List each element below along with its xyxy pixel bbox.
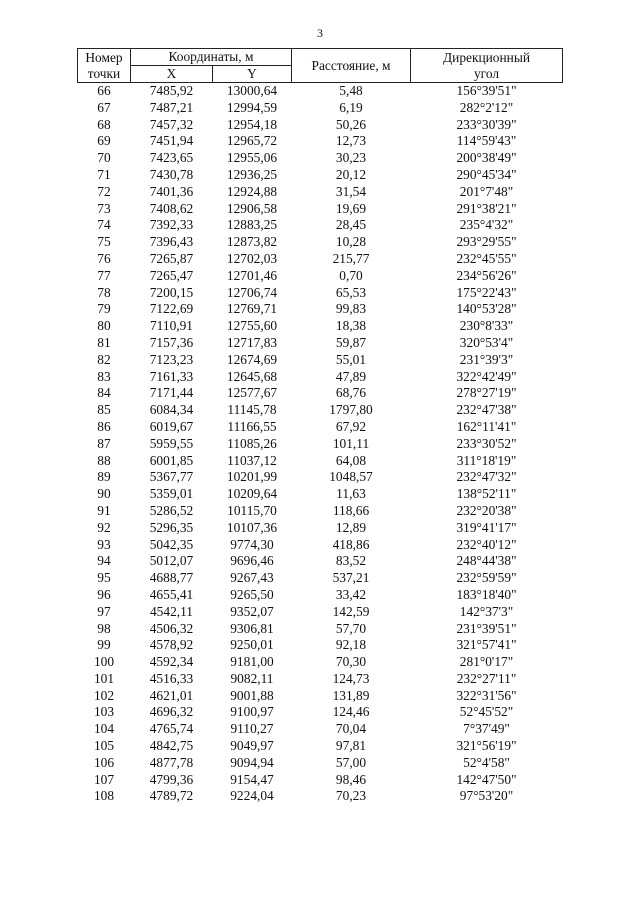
x-coordinate-cell: 4516,33 xyxy=(149,670,194,686)
distance-cell: 70,30 xyxy=(335,654,367,670)
x-coordinate-cell: 5042,35 xyxy=(149,536,194,552)
x-coordinate-cell: 7408,62 xyxy=(149,200,194,216)
point-number-cell: 85 xyxy=(97,402,111,418)
bearing-cell: 138°52'11" xyxy=(456,486,517,502)
bearing-cell: 319°41'17" xyxy=(456,519,517,535)
distance-cell: 18,38 xyxy=(335,318,367,334)
y-coordinate-cell: 12994,59 xyxy=(226,99,278,115)
distance-cell: 1048,57 xyxy=(329,469,373,485)
y-coordinate-cell: 9082,11 xyxy=(230,670,274,686)
y-coordinate-cell: 9224,04 xyxy=(230,788,274,804)
bearing-cell: 234°56'26" xyxy=(456,267,517,283)
bearing-cell: 233°30'52" xyxy=(456,435,517,451)
point-number-cell: 81 xyxy=(97,334,111,350)
distance-cell: 99,83 xyxy=(335,301,367,317)
distance-cell: 0,70 xyxy=(339,267,363,283)
y-coordinate-cell: 12674,69 xyxy=(226,351,278,367)
x-coordinate-cell: 6001,85 xyxy=(149,452,194,468)
table-row xyxy=(78,755,563,772)
distance-cell: 20,12 xyxy=(335,166,367,182)
table-row xyxy=(78,150,563,167)
coordinates-table xyxy=(77,48,563,805)
x-coordinate-cell: 4592,34 xyxy=(149,654,194,670)
bearing-cell: 320°53'4" xyxy=(459,334,514,350)
point-number-cell: 99 xyxy=(97,637,111,653)
table-row xyxy=(78,486,563,503)
bearing-cell: 233°30'39" xyxy=(456,116,517,132)
point-number-cell: 106 xyxy=(93,754,115,770)
distance-cell: 57,00 xyxy=(335,754,367,770)
y-coordinate-cell: 11085,26 xyxy=(227,435,277,451)
point-number-cell: 66 xyxy=(97,83,111,98)
x-coordinate-cell: 4578,92 xyxy=(149,637,194,653)
bearing-cell: 232°47'38" xyxy=(456,402,517,418)
distance-cell: 5,48 xyxy=(339,83,363,98)
point-number-cell: 101 xyxy=(93,670,115,686)
x-coordinate-cell: 4621,01 xyxy=(149,687,194,703)
table-row xyxy=(78,402,563,419)
distance-cell: 97,81 xyxy=(335,738,367,754)
x-coordinate-cell: 7430,78 xyxy=(149,166,194,182)
bearing-cell: 293°29'55" xyxy=(456,234,517,250)
y-coordinate-cell: 9352,07 xyxy=(230,603,274,619)
x-coordinate-cell: 6084,34 xyxy=(149,402,194,418)
table-row xyxy=(78,385,563,402)
y-coordinate-cell: 9696,46 xyxy=(230,553,274,569)
y-coordinate-cell: 10107,36 xyxy=(226,519,278,535)
bearing-cell: 278°27'19" xyxy=(456,385,517,401)
table-row xyxy=(78,100,563,117)
point-number-cell: 70 xyxy=(97,150,111,166)
bearing-cell: 114°59'43" xyxy=(456,133,517,149)
y-coordinate-cell: 13000,64 xyxy=(226,83,278,98)
bearing-cell: 281°0'17" xyxy=(459,654,514,670)
point-number-cell: 93 xyxy=(97,536,111,552)
y-coordinate-cell: 12954,18 xyxy=(226,116,278,132)
bearing-cell: 290°45'34" xyxy=(456,166,517,182)
point-number-cell: 91 xyxy=(97,502,111,518)
bearing-cell: 231°39'3" xyxy=(459,351,514,367)
y-coordinate-cell: 12965,72 xyxy=(226,133,278,149)
point-number-cell: 69 xyxy=(97,133,111,149)
x-coordinate-cell: 7423,65 xyxy=(149,150,194,166)
table-row xyxy=(78,621,563,638)
point-number-cell: 78 xyxy=(97,284,111,300)
table-row xyxy=(78,738,563,755)
distance-cell: 19,69 xyxy=(335,200,367,216)
bearing-cell: 232°40'12" xyxy=(456,536,517,552)
point-number-cell: 88 xyxy=(97,452,111,468)
x-coordinate-cell: 4789,72 xyxy=(149,788,194,804)
distance-cell: 55,01 xyxy=(335,351,367,367)
distance-cell: 57,70 xyxy=(335,620,367,636)
x-coordinate-cell: 5367,77 xyxy=(149,469,194,485)
point-number-cell: 97 xyxy=(97,603,111,619)
point-number-cell: 95 xyxy=(97,570,111,586)
distance-cell: 31,54 xyxy=(335,183,367,199)
distance-cell: 124,73 xyxy=(332,670,370,686)
bearing-cell: 282°2'12" xyxy=(459,99,514,115)
bearing-cell: 142°47'50" xyxy=(456,771,517,787)
point-number-cell: 89 xyxy=(97,469,111,485)
y-coordinate-cell: 9001,88 xyxy=(230,687,274,703)
header-bearing: Дирекционный угол xyxy=(411,49,563,83)
y-coordinate-cell: 9774,30 xyxy=(230,536,274,552)
x-coordinate-cell: 4542,11 xyxy=(149,603,194,619)
y-coordinate-cell: 12717,83 xyxy=(226,334,278,350)
y-coordinate-cell: 9306,81 xyxy=(230,620,274,636)
distance-cell: 70,23 xyxy=(335,788,367,804)
x-coordinate-cell: 4696,32 xyxy=(149,704,194,720)
x-coordinate-cell: 7265,47 xyxy=(149,267,194,283)
point-number-cell: 80 xyxy=(97,318,111,334)
y-coordinate-cell: 9267,43 xyxy=(230,570,274,586)
bearing-cell: 183°18'40" xyxy=(456,586,517,602)
x-coordinate-cell: 4688,77 xyxy=(149,570,194,586)
bearing-cell: 311°18'19" xyxy=(456,452,517,468)
table-row xyxy=(78,721,563,738)
x-coordinate-cell: 7265,87 xyxy=(149,250,194,266)
distance-cell: 1797,80 xyxy=(329,402,373,418)
point-number-cell: 75 xyxy=(97,234,111,250)
y-coordinate-cell: 12701,46 xyxy=(226,267,278,283)
distance-cell: 10,28 xyxy=(335,234,367,250)
table-row xyxy=(78,688,563,705)
point-number-cell: 92 xyxy=(97,519,111,535)
x-coordinate-cell: 7401,36 xyxy=(149,183,194,199)
table-row xyxy=(78,167,563,184)
bearing-cell: 232°59'59" xyxy=(456,570,517,586)
bearing-cell: 235°4'32" xyxy=(459,217,514,233)
table-row xyxy=(78,234,563,251)
x-coordinate-cell: 7487,21 xyxy=(149,99,194,115)
table-row xyxy=(78,453,563,470)
point-number-cell: 76 xyxy=(97,250,111,266)
bearing-cell: 175°22'43" xyxy=(456,284,517,300)
table-row xyxy=(78,704,563,721)
table-row xyxy=(78,537,563,554)
y-coordinate-cell: 12769,71 xyxy=(226,301,278,317)
y-coordinate-cell: 9181,00 xyxy=(230,654,274,670)
table-row xyxy=(78,772,563,789)
table-header xyxy=(78,49,563,83)
distance-cell: 12,73 xyxy=(335,133,367,149)
table-row xyxy=(78,301,563,318)
y-coordinate-cell: 11037,12 xyxy=(227,452,277,468)
bearing-cell: 232°45'55" xyxy=(456,250,517,266)
table-row xyxy=(78,201,563,218)
x-coordinate-cell: 4877,78 xyxy=(149,754,194,770)
table-row xyxy=(78,654,563,671)
table-row xyxy=(78,83,563,100)
x-coordinate-cell: 7451,94 xyxy=(149,133,194,149)
y-coordinate-cell: 12883,25 xyxy=(226,217,278,233)
point-number-cell: 73 xyxy=(97,200,111,216)
x-coordinate-cell: 5286,52 xyxy=(149,502,194,518)
x-coordinate-cell: 7396,43 xyxy=(149,234,194,250)
table-row xyxy=(78,788,563,805)
distance-cell: 59,87 xyxy=(335,334,367,350)
y-coordinate-cell: 12955,06 xyxy=(226,150,278,166)
x-coordinate-cell: 4842,75 xyxy=(149,738,194,754)
table-row xyxy=(78,217,563,234)
bearing-cell: 201°7'48" xyxy=(459,183,514,199)
point-number-cell: 103 xyxy=(93,704,115,720)
bearing-cell: 321°57'41" xyxy=(456,637,517,653)
table-row xyxy=(78,369,563,386)
y-coordinate-cell: 12936,25 xyxy=(226,166,278,182)
bearing-cell: 322°42'49" xyxy=(456,368,517,384)
distance-cell: 101,11 xyxy=(332,435,370,451)
y-coordinate-cell: 10115,70 xyxy=(227,502,277,518)
bearing-cell: 232°47'32" xyxy=(456,469,517,485)
bearing-cell: 291°38'21" xyxy=(456,200,517,216)
x-coordinate-cell: 7392,33 xyxy=(149,217,194,233)
distance-cell: 142,59 xyxy=(332,603,370,619)
y-coordinate-cell: 12706,74 xyxy=(226,284,278,300)
table-body xyxy=(78,83,563,806)
point-number-cell: 94 xyxy=(97,553,111,569)
y-coordinate-cell: 12755,60 xyxy=(226,318,278,334)
table-row xyxy=(78,335,563,352)
x-coordinate-cell: 4655,41 xyxy=(149,586,194,602)
x-coordinate-cell: 7123,23 xyxy=(149,351,194,367)
table-row xyxy=(78,604,563,621)
distance-cell: 67,92 xyxy=(335,418,367,434)
point-number-cell: 102 xyxy=(93,687,115,703)
bearing-cell: 232°27'11" xyxy=(456,670,517,686)
x-coordinate-cell: 5296,35 xyxy=(149,519,194,535)
table-row xyxy=(78,352,563,369)
bearing-cell: 162°11'41" xyxy=(456,418,517,434)
distance-cell: 65,53 xyxy=(335,284,367,300)
table-row xyxy=(78,318,563,335)
y-coordinate-cell: 11145,78 xyxy=(227,402,277,418)
y-coordinate-cell: 10201,99 xyxy=(226,469,278,485)
table-row xyxy=(78,251,563,268)
table-row xyxy=(78,503,563,520)
x-coordinate-cell: 5012,07 xyxy=(149,553,194,569)
x-coordinate-cell: 4506,32 xyxy=(149,620,194,636)
distance-cell: 50,26 xyxy=(335,116,367,132)
page-number: 3 xyxy=(317,26,323,40)
y-coordinate-cell: 9094,94 xyxy=(230,754,274,770)
y-coordinate-cell: 9265,50 xyxy=(230,586,274,602)
header-distance: Расстояние, м xyxy=(292,49,411,83)
distance-cell: 47,89 xyxy=(335,368,367,384)
bearing-cell: 322°31'56" xyxy=(456,687,517,703)
x-coordinate-cell: 7485,92 xyxy=(149,83,194,98)
y-coordinate-cell: 9250,01 xyxy=(230,637,274,653)
table-row xyxy=(78,285,563,302)
y-coordinate-cell: 12645,68 xyxy=(226,368,278,384)
bearing-cell: 142°37'3" xyxy=(459,603,514,619)
table-row xyxy=(78,133,563,150)
table-row xyxy=(78,637,563,654)
table-row xyxy=(78,587,563,604)
point-number-cell: 68 xyxy=(97,116,111,132)
bearing-cell: 52°45'52" xyxy=(459,704,514,720)
distance-cell: 124,46 xyxy=(332,704,370,720)
distance-cell: 12,89 xyxy=(335,519,367,535)
y-coordinate-cell: 11166,55 xyxy=(227,418,277,434)
table-row xyxy=(78,671,563,688)
distance-cell: 92,18 xyxy=(335,637,367,653)
table-row xyxy=(78,436,563,453)
table-row xyxy=(78,419,563,436)
point-number-cell: 83 xyxy=(97,368,111,384)
bearing-cell: 200°38'49" xyxy=(456,150,517,166)
bearing-cell: 52°4'58" xyxy=(463,754,510,770)
point-number-cell: 67 xyxy=(97,99,111,115)
distance-cell: 83,52 xyxy=(335,553,367,569)
point-number-cell: 98 xyxy=(97,620,111,636)
distance-cell: 537,21 xyxy=(332,570,370,586)
table-row xyxy=(78,117,563,134)
distance-cell: 118,66 xyxy=(332,502,370,518)
y-coordinate-cell: 12873,82 xyxy=(226,234,278,250)
bearing-cell: 231°39'51" xyxy=(456,620,517,636)
point-number-cell: 74 xyxy=(97,217,111,233)
distance-cell: 131,89 xyxy=(332,687,370,703)
table-row xyxy=(78,553,563,570)
distance-cell: 11,63 xyxy=(336,486,366,502)
y-coordinate-cell: 12906,58 xyxy=(226,200,278,216)
point-number-cell: 100 xyxy=(93,654,115,670)
distance-cell: 6,19 xyxy=(339,99,363,115)
point-number-cell: 107 xyxy=(93,771,115,787)
y-coordinate-cell: 12702,03 xyxy=(226,250,278,266)
point-number-cell: 77 xyxy=(97,267,111,283)
point-number-cell: 72 xyxy=(97,183,111,199)
bearing-cell: 7°37'49" xyxy=(463,721,510,737)
table-row xyxy=(78,268,563,285)
bearing-cell: 232°20'38" xyxy=(456,502,517,518)
x-coordinate-cell: 5959,55 xyxy=(149,435,194,451)
point-number-cell: 104 xyxy=(93,721,115,737)
bearing-cell: 248°44'38" xyxy=(456,553,517,569)
x-coordinate-cell: 7161,33 xyxy=(149,368,194,384)
point-number-cell: 79 xyxy=(97,301,111,317)
x-coordinate-cell: 4765,74 xyxy=(149,721,194,737)
distance-cell: 418,86 xyxy=(332,536,370,552)
x-coordinate-cell: 7157,36 xyxy=(149,334,194,350)
point-number-cell: 87 xyxy=(97,435,111,451)
table-row xyxy=(78,570,563,587)
table-row xyxy=(78,469,563,486)
x-coordinate-cell: 7200,15 xyxy=(149,284,194,300)
y-coordinate-cell: 10209,64 xyxy=(226,486,278,502)
y-coordinate-cell: 9110,27 xyxy=(230,721,274,737)
point-number-cell: 90 xyxy=(97,486,111,502)
distance-cell: 64,08 xyxy=(335,452,367,468)
point-number-cell: 105 xyxy=(93,738,115,754)
x-coordinate-cell: 5359,01 xyxy=(149,486,194,502)
bearing-cell: 156°39'51" xyxy=(456,83,517,98)
distance-cell: 28,45 xyxy=(335,217,367,233)
y-coordinate-cell: 12924,88 xyxy=(226,183,278,199)
distance-cell: 33,42 xyxy=(335,586,367,602)
distance-cell: 30,23 xyxy=(335,150,367,166)
x-coordinate-cell: 6019,67 xyxy=(149,418,194,434)
header-y: Y xyxy=(213,66,292,83)
distance-cell: 215,77 xyxy=(332,250,370,266)
distance-cell: 98,46 xyxy=(335,771,367,787)
x-coordinate-cell: 7457,32 xyxy=(149,116,194,132)
y-coordinate-cell: 12577,67 xyxy=(226,385,278,401)
bearing-cell: 140°53'28" xyxy=(456,301,517,317)
header-coordinates: Координаты, м xyxy=(131,49,292,66)
bearing-cell: 230°8'33" xyxy=(459,318,514,334)
point-number-cell: 86 xyxy=(97,418,111,434)
point-number-cell: 82 xyxy=(97,351,111,367)
x-coordinate-cell: 4799,36 xyxy=(149,771,194,787)
distance-cell: 68,76 xyxy=(335,385,367,401)
y-coordinate-cell: 9100,97 xyxy=(230,704,274,720)
point-number-cell: 108 xyxy=(93,788,115,804)
bearing-cell: 321°56'19" xyxy=(456,738,517,754)
point-number-cell: 71 xyxy=(97,166,111,182)
header-point-number: Номер точки xyxy=(78,49,131,83)
header-x: X xyxy=(131,66,213,83)
table-row xyxy=(78,184,563,201)
x-coordinate-cell: 7110,91 xyxy=(149,318,194,334)
point-number-cell: 84 xyxy=(97,385,111,401)
y-coordinate-cell: 9154,47 xyxy=(230,771,274,787)
x-coordinate-cell: 7171,44 xyxy=(149,385,194,401)
table-row xyxy=(78,520,563,537)
y-coordinate-cell: 9049,97 xyxy=(230,738,274,754)
point-number-cell: 96 xyxy=(97,586,111,602)
x-coordinate-cell: 7122,69 xyxy=(149,301,194,317)
distance-cell: 70,04 xyxy=(335,721,367,737)
bearing-cell: 97°53'20" xyxy=(459,788,514,804)
